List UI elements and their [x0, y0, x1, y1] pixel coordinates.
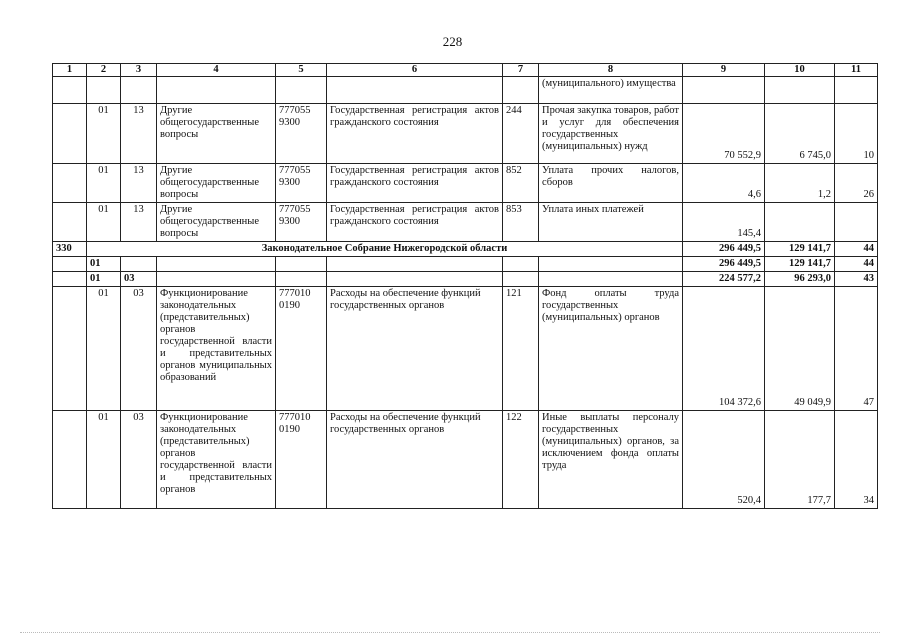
scan-footer-line: [20, 632, 880, 634]
target-article-code: 777055 9300: [276, 164, 327, 203]
table-row: [53, 411, 878, 509]
subsection-code: 13: [121, 104, 157, 164]
table-row: [53, 104, 878, 164]
budget-table: [52, 63, 878, 509]
expense-type-name: Уплата прочих налогов, сборов: [539, 164, 683, 203]
column-header: 10: [765, 64, 835, 77]
table-row: [53, 77, 878, 104]
target-article-code: 777055 9300: [276, 203, 327, 242]
expense-type-name: Уплата иных платежей: [539, 203, 683, 242]
column-header: 2: [87, 64, 121, 77]
expense-type-code: 121: [503, 287, 539, 411]
column-header: 3: [121, 64, 157, 77]
expense-type-name: Прочая закупка товаров, работ и услуг для обеспечения государственных (муниципальных) нужд: [539, 104, 683, 164]
expense-type-code: 852: [503, 164, 539, 203]
subsection-name: Другие общегосударственные вопросы: [157, 104, 276, 164]
approved-amount: 520,4: [683, 411, 765, 509]
target-article-code: 777055 9300: [276, 104, 327, 164]
department-row: [53, 242, 878, 257]
subsection-name: Другие общегосударственные вопросы: [157, 164, 276, 203]
target-article-code: 777010 0190: [276, 411, 327, 509]
department-code: 330: [53, 242, 87, 257]
section-code: 01: [87, 257, 121, 272]
approved-amount: 145,4: [683, 203, 765, 242]
column-header: 6: [327, 64, 503, 77]
target-article-code: 777010 0190: [276, 287, 327, 411]
executed-amount: 177,7: [765, 411, 835, 509]
table-row: [53, 203, 878, 242]
target-article-name: Государственная регистрация актов гражданского состояния: [327, 104, 503, 164]
column-header: 7: [503, 64, 539, 77]
section-code: 01: [87, 203, 121, 242]
column-header: 4: [157, 64, 276, 77]
executed-amount: [765, 203, 835, 242]
executed-amount: 96 293,0: [765, 272, 835, 287]
executed-amount: 129 141,7: [765, 257, 835, 272]
target-article-name: Государственная регистрация актов гражданского состояния: [327, 203, 503, 242]
execution-percent: 43: [835, 272, 878, 287]
executed-amount: 6 745,0: [765, 104, 835, 164]
subsection-total-row: [53, 272, 878, 287]
section-code: 01: [87, 287, 121, 411]
subsection-code: 03: [121, 411, 157, 509]
execution-percent: 44: [835, 257, 878, 272]
executed-amount: 49 049,9: [765, 287, 835, 411]
page-number: 228: [442, 34, 463, 49]
execution-percent: 26: [835, 164, 878, 203]
execution-percent: 44: [835, 242, 878, 257]
execution-percent: 10: [835, 104, 878, 164]
target-article-name: Расходы на обеспечение функций государственных органов: [327, 411, 503, 509]
approved-amount: 224 577,2: [683, 272, 765, 287]
expense-type-name: Фонд оплаты труда государственных (муниципальных) органов: [539, 287, 683, 411]
subsection-code: 13: [121, 203, 157, 242]
section-code: 01: [87, 104, 121, 164]
department-name: Законодательное Собрание Нижегородской области: [87, 242, 683, 257]
section-total-row: [53, 257, 878, 272]
execution-percent: [835, 203, 878, 242]
subsection-name: Функционирование законодательных (представительных) органов государственной власти и представительных органов муниципальных образований: [157, 287, 276, 411]
section-code: 01: [87, 272, 121, 287]
section-code: 01: [87, 164, 121, 203]
column-header: 5: [276, 64, 327, 77]
execution-percent: 47: [835, 287, 878, 411]
column-header: 11: [835, 64, 878, 77]
table-row: [53, 164, 878, 203]
approved-amount: 104 372,6: [683, 287, 765, 411]
column-number-row: [53, 64, 878, 77]
subsection-code: 13: [121, 164, 157, 203]
column-header: 9: [683, 64, 765, 77]
expense-type-name: Иные выплаты персоналу государственных (муниципальных) органов, за исключением фонда оплаты труда: [539, 411, 683, 509]
column-header: 8: [539, 64, 683, 77]
approved-amount: 296 449,5: [683, 242, 765, 257]
subsection-code: 03: [121, 287, 157, 411]
executed-amount: 1,2: [765, 164, 835, 203]
subsection-name: Функционирование законодательных (представительных) органов государственной власти и представительных органов: [157, 411, 276, 509]
target-article-name: Расходы на обеспечение функций государственных органов: [327, 287, 503, 411]
target-article-name: Государственная регистрация актов гражданского состояния: [327, 164, 503, 203]
table-row: [53, 287, 878, 411]
executed-amount: 129 141,7: [765, 242, 835, 257]
expense-type-code: 244: [503, 104, 539, 164]
approved-amount: 70 552,9: [683, 104, 765, 164]
expense-type-code: 853: [503, 203, 539, 242]
section-code: 01: [87, 411, 121, 509]
execution-percent: 34: [835, 411, 878, 509]
approved-amount: 296 449,5: [683, 257, 765, 272]
column-header: 1: [53, 64, 87, 77]
subsection-code: 03: [121, 272, 157, 287]
expense-type-code: 122: [503, 411, 539, 509]
subsection-name: Другие общегосударственные вопросы: [157, 203, 276, 242]
expense-type-name: (муниципального) имущества: [539, 77, 683, 104]
approved-amount: 4,6: [683, 164, 765, 203]
